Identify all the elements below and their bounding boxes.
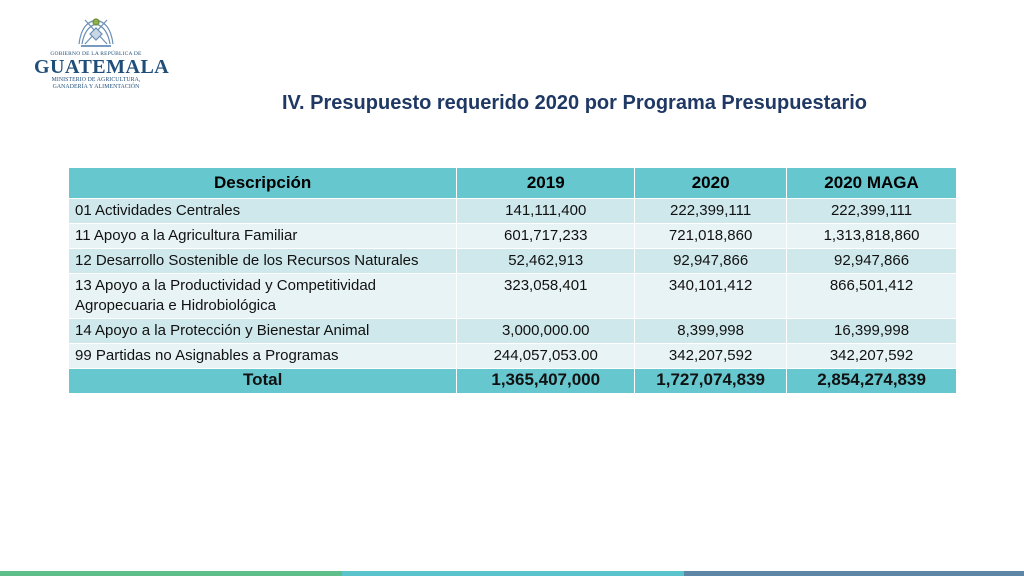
cell-description: 01 Actividades Centrales [69,199,457,224]
cell-description: 99 Partidas no Asignables a Programas [69,344,457,369]
bottom-color-bar [0,571,1024,576]
header-2020-maga: 2020 MAGA [787,168,957,199]
cell-2019: 3,000,000.00 [457,319,635,344]
cell-description: 13 Apoyo a la Productividad y Competitividad Agropecuaria e Hidrobiológica [69,274,457,319]
bottom-bar-blue [684,571,1024,576]
country-name: GUATEMALA [34,56,170,78]
table-row [69,319,957,344]
header-2020: 2020 [635,168,787,199]
page-title: IV. Presupuesto requerido 2020 por Programa Presupuestario [282,92,868,114]
coat-of-arms-icon [75,14,117,50]
cell-2020-maga: 866,501,412 [787,274,957,319]
cell-2020-maga: 342,207,592 [787,344,957,369]
cell-2019: 52,462,913 [457,249,635,274]
cell-2020-maga: 1,313,818,860 [787,224,957,249]
bottom-bar-teal [342,571,684,576]
gov-line-text: GOBIERNO DE LA REPÚBLICA DE [50,51,142,57]
cell-description: 12 Desarrollo Sostenible de los Recursos Naturales [69,249,457,274]
total-label: Total [69,369,457,394]
ministry-logo [34,14,170,94]
total-2020-maga: 2,854,274,839 [787,369,957,394]
table-total-row [69,369,957,394]
total-2019: 1,365,407,000 [457,369,635,394]
cell-description: 11 Apoyo a la Agricultura Familiar [69,224,457,249]
cell-2020: 342,207,592 [635,344,787,369]
header-description: Descripción [69,168,457,199]
cell-2020: 222,399,111 [635,199,787,224]
table-row [69,249,957,274]
budget-table [68,167,957,394]
table-row [69,274,957,319]
table-row [69,344,957,369]
cell-2020-maga: 222,399,111 [787,199,957,224]
ministry-line-1: MINISTERIO DE AGRICULTURA, [51,77,141,83]
table-header-row [69,168,957,199]
cell-2020: 8,399,998 [635,319,787,344]
bottom-bar-green [0,571,342,576]
cell-2019: 601,717,233 [457,224,635,249]
table-row [69,199,957,224]
cell-2019: 244,057,053.00 [457,344,635,369]
header-2019: 2019 [457,168,635,199]
ministry-line-2: GANADERÍA Y ALIMENTACIÓN [52,84,140,90]
cell-2020-maga: 16,399,998 [787,319,957,344]
cell-2020: 721,018,860 [635,224,787,249]
cell-2019: 141,111,400 [457,199,635,224]
total-2020: 1,727,074,839 [635,369,787,394]
cell-description: 14 Apoyo a la Protección y Bienestar Animal [69,319,457,344]
cell-2020: 340,101,412 [635,274,787,319]
cell-2019: 323,058,401 [457,274,635,319]
cell-2020: 92,947,866 [635,249,787,274]
cell-2020-maga: 92,947,866 [787,249,957,274]
table-row [69,224,957,249]
